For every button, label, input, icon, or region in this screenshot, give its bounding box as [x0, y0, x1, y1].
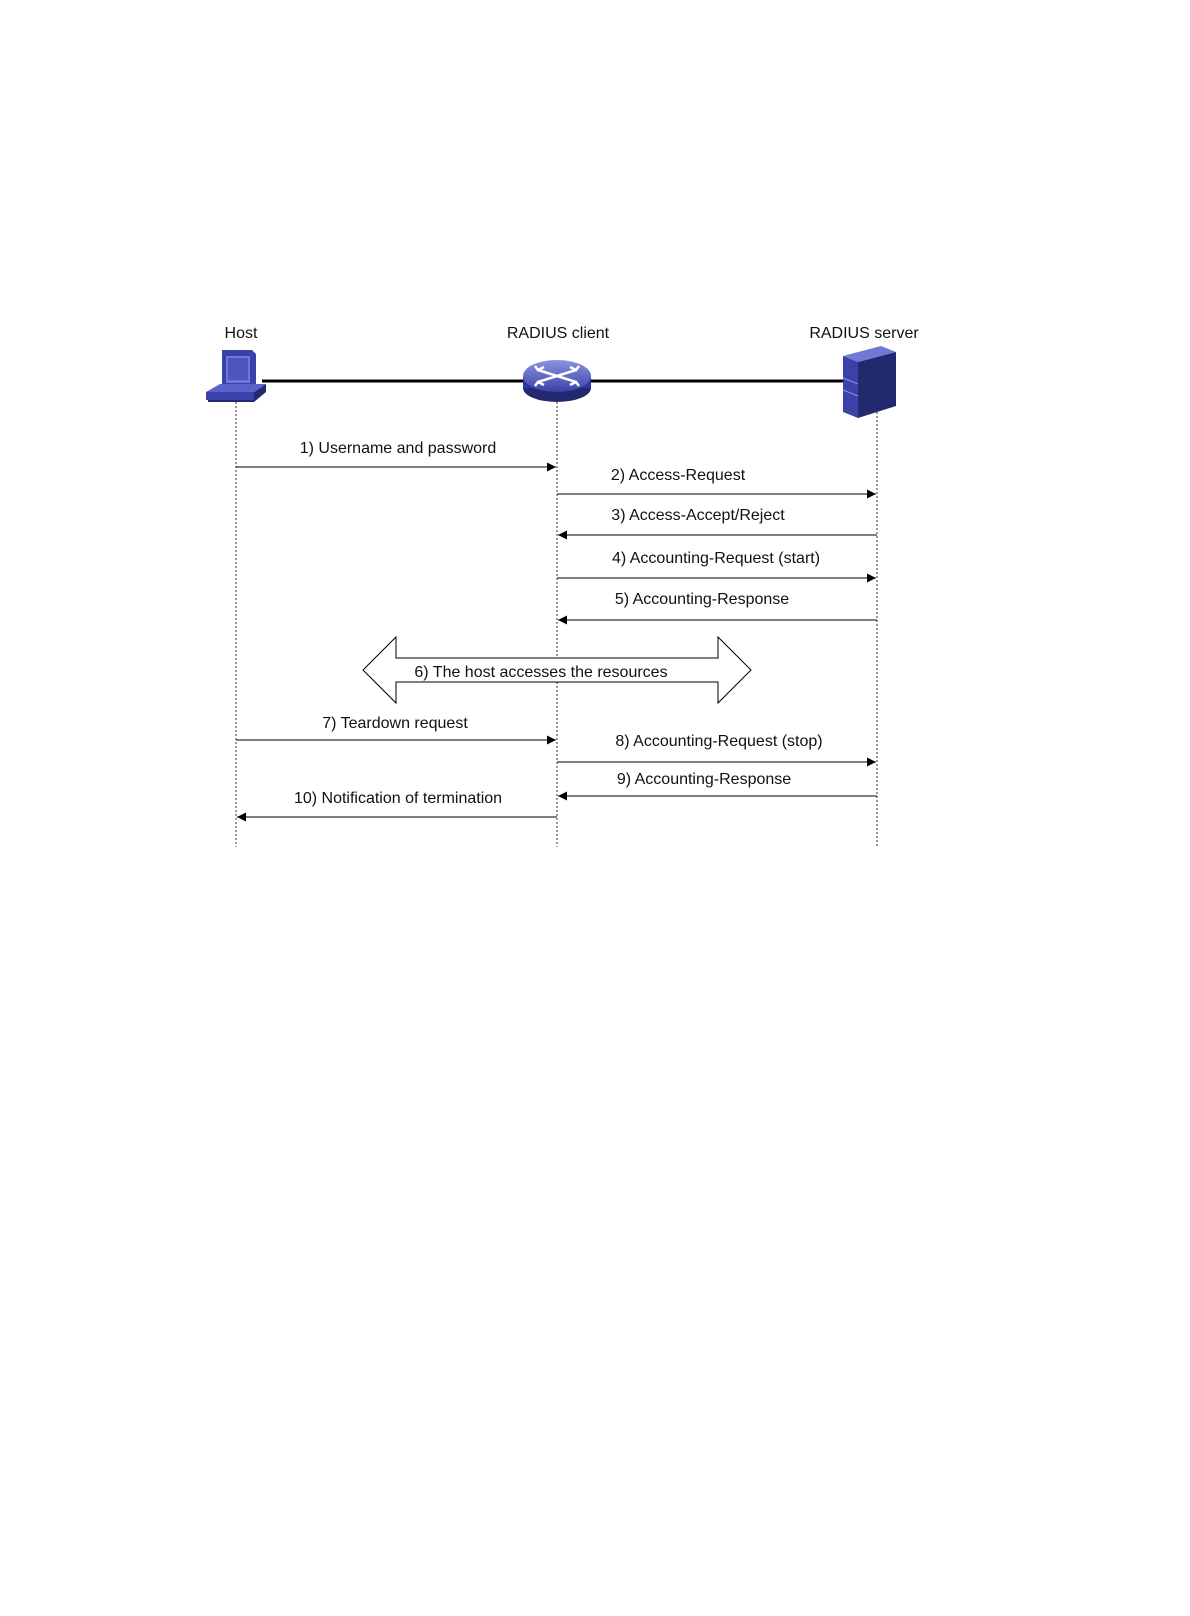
- message-10: [237, 790, 557, 817]
- message-3: [558, 507, 877, 535]
- message-1: [236, 440, 556, 467]
- message-2-label: 2) Access-Request: [610, 467, 746, 484]
- actor-label-client: RADIUS client: [506, 325, 610, 342]
- message-10-label: 10) Notification of termination: [293, 790, 503, 807]
- switch-icon: [523, 360, 591, 402]
- message-5-label: 5) Accounting-Response: [614, 591, 790, 608]
- message-7-label: 7) Teardown request: [322, 715, 468, 732]
- message-5: [558, 591, 877, 620]
- message-6-label: 6) The host accesses the resources: [414, 664, 668, 681]
- computer-icon: [206, 350, 266, 402]
- message-1-label: 1) Username and password: [299, 440, 497, 457]
- actor-label-host: Host: [224, 325, 258, 342]
- message-4: [557, 550, 876, 578]
- message-3-label: 3) Access-Accept/Reject: [611, 507, 785, 524]
- message-4-label: 4) Accounting-Request (start): [611, 550, 821, 567]
- message-9-label: 9) Accounting-Response: [616, 771, 792, 788]
- actor-label-server: RADIUS server: [809, 325, 919, 342]
- message-8: [557, 733, 876, 762]
- message-7: [236, 715, 556, 740]
- message-9: [558, 771, 877, 796]
- message-2: [557, 467, 876, 494]
- message-8-label: 8) Accounting-Request (stop): [615, 733, 823, 750]
- server-icon: [843, 346, 896, 418]
